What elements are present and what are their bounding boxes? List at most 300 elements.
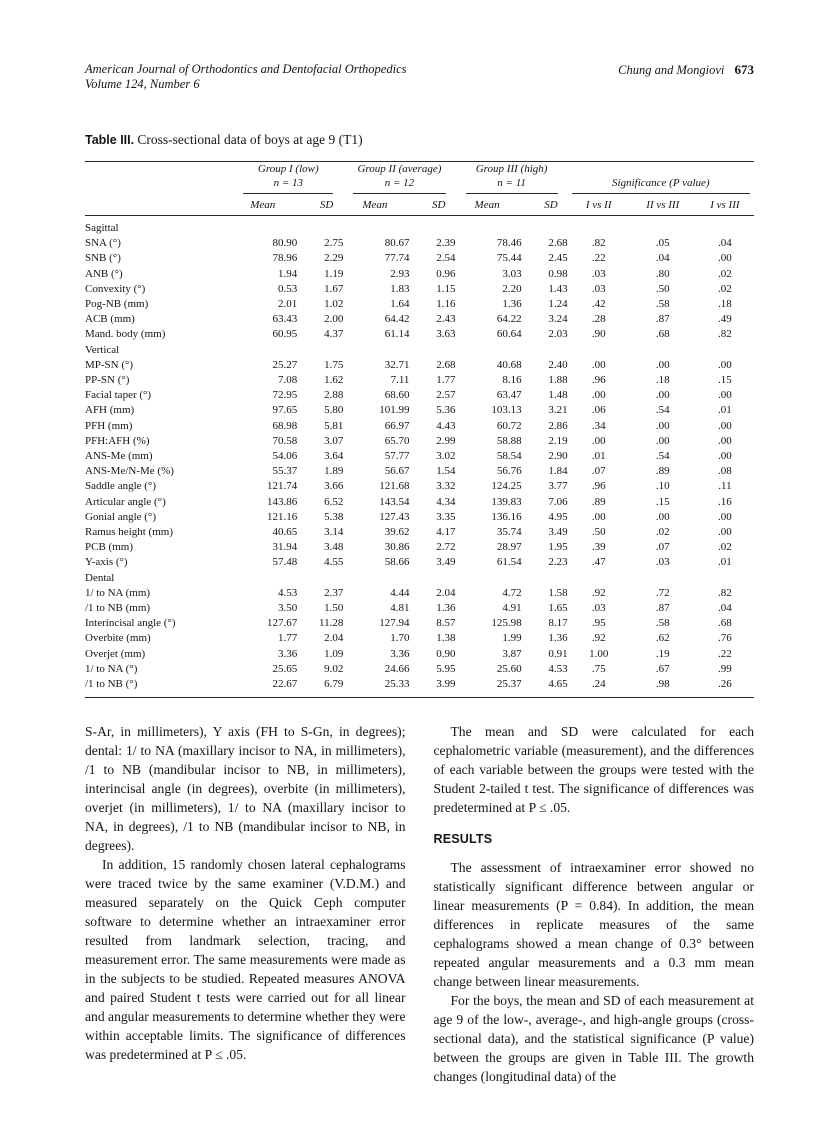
p-value: .15 xyxy=(655,495,670,508)
section-label: Dental xyxy=(85,571,115,584)
col-header-sd: SD xyxy=(522,194,568,216)
p-value: .26 xyxy=(718,678,732,691)
p-value: .96 xyxy=(591,374,606,387)
mean-value: 4.72 xyxy=(502,586,522,599)
mean-value: 8.16 xyxy=(502,374,522,387)
sd-value: 2.54 xyxy=(436,252,456,265)
sd-value: 1.36 xyxy=(548,632,568,645)
row-label: PCB (mm) xyxy=(85,541,133,554)
mean-value: 78.46 xyxy=(496,237,522,250)
p-value: .54 xyxy=(655,450,670,463)
mean-value: 136.16 xyxy=(491,510,522,523)
table-row xyxy=(85,236,754,251)
table-section-row xyxy=(85,571,754,586)
mean-value: 60.64 xyxy=(496,328,522,341)
sd-value: 3.77 xyxy=(548,480,568,493)
col-header-mean: Mean xyxy=(456,194,522,216)
group3-header xyxy=(456,162,568,195)
article-body xyxy=(85,722,754,1086)
sd-value: 4.43 xyxy=(436,419,456,432)
p-value: .42 xyxy=(591,298,606,311)
sd-value: 6.79 xyxy=(324,678,344,691)
mean-value: 1.64 xyxy=(390,298,410,311)
p-value: .02 xyxy=(718,282,732,295)
p-value: .01 xyxy=(718,404,732,417)
mean-value: 68.60 xyxy=(384,389,410,402)
sd-value: 0.96 xyxy=(436,267,456,280)
p-value: .00 xyxy=(591,510,606,523)
sd-value: 1.89 xyxy=(324,465,344,478)
table-section-row xyxy=(85,216,754,237)
sd-value: 1.15 xyxy=(436,282,456,295)
mean-value: 143.54 xyxy=(379,495,410,508)
sd-value: 1.88 xyxy=(548,374,568,387)
mean-value: 1.70 xyxy=(390,632,410,645)
sd-value: 3.63 xyxy=(436,328,456,341)
sd-value: 1.95 xyxy=(548,541,568,554)
col-header-i-vs-iii: I vs III xyxy=(696,194,754,216)
mean-value: 4.53 xyxy=(278,586,298,599)
p-value: .62 xyxy=(655,632,670,645)
col-header-i-vs-ii: I vs II xyxy=(568,194,630,216)
p-value: .01 xyxy=(591,450,606,463)
empty-corner-cell xyxy=(85,194,233,216)
mean-value: 57.77 xyxy=(384,450,410,463)
sd-value: 3.49 xyxy=(548,526,568,539)
mean-value: 127.43 xyxy=(379,510,410,523)
p-value: .00 xyxy=(591,389,606,402)
mean-value: 25.37 xyxy=(496,678,522,691)
p-value: .58 xyxy=(655,298,670,311)
sd-value: 5.36 xyxy=(436,404,456,417)
mean-value: 55.37 xyxy=(272,465,298,478)
row-label: Facial taper (°) xyxy=(85,389,152,402)
table-row xyxy=(85,555,754,570)
p-value: .03 xyxy=(591,282,606,295)
table-row xyxy=(85,479,754,494)
p-value: .58 xyxy=(655,617,670,630)
sd-value: 1.75 xyxy=(324,358,344,371)
row-label: 1/ to NA (mm) xyxy=(85,586,151,599)
table-row xyxy=(85,631,754,646)
sd-value: 3.49 xyxy=(436,556,456,569)
p-value: .22 xyxy=(591,252,606,265)
table-row xyxy=(85,419,754,434)
right-column xyxy=(434,722,755,1086)
mean-value: 3.03 xyxy=(502,267,522,280)
sd-value: 4.34 xyxy=(436,495,456,508)
subheader-row xyxy=(85,194,754,216)
p-value: .03 xyxy=(655,556,670,569)
p-value: .04 xyxy=(718,602,732,615)
table-row xyxy=(85,540,754,555)
p-value: .11 xyxy=(718,480,732,493)
p-value: .89 xyxy=(591,495,606,508)
sd-value: 2.90 xyxy=(548,450,568,463)
p-value: .03 xyxy=(591,267,606,280)
row-label: Ramus height (mm) xyxy=(85,526,173,539)
table-caption xyxy=(85,132,754,148)
p-value: .00 xyxy=(591,358,606,371)
mean-value: 103.13 xyxy=(491,404,522,417)
empty-corner-cell xyxy=(85,162,233,195)
table-row xyxy=(85,403,754,418)
sd-value: 0.98 xyxy=(548,267,568,280)
p-value: .00 xyxy=(718,389,732,402)
mean-value: 124.25 xyxy=(491,480,522,493)
mean-value: 35.74 xyxy=(496,526,522,539)
sd-value: 3.24 xyxy=(548,313,568,326)
table-row xyxy=(85,510,754,525)
data-table xyxy=(85,161,754,698)
sd-value: 3.32 xyxy=(436,480,456,493)
p-value: .76 xyxy=(718,632,732,645)
mean-value: 54.06 xyxy=(272,450,298,463)
group2-n: n = 12 xyxy=(384,177,415,189)
mean-value: 72.95 xyxy=(272,389,298,402)
p-value: .00 xyxy=(655,358,670,371)
sd-value: 1.09 xyxy=(324,647,344,660)
mean-value: 64.22 xyxy=(496,313,522,326)
mean-value: 4.44 xyxy=(390,586,410,599)
row-label: PFH (mm) xyxy=(85,419,133,432)
sd-value: 2.19 xyxy=(548,434,568,447)
row-label: SNA (°) xyxy=(85,237,121,250)
p-value: .15 xyxy=(718,374,732,387)
p-value: .47 xyxy=(591,556,606,569)
p-value: .18 xyxy=(718,298,732,311)
col-header-mean: Mean xyxy=(343,194,409,216)
mean-value: 1.83 xyxy=(390,282,410,295)
row-label: PFH:AFH (%) xyxy=(85,434,150,447)
p-value: .00 xyxy=(718,252,732,265)
sd-value: 1.54 xyxy=(436,465,456,478)
mean-value: 3.36 xyxy=(278,647,298,660)
sd-value: 2.37 xyxy=(324,586,344,599)
p-value: 1.00 xyxy=(589,647,609,660)
p-value: .99 xyxy=(718,662,732,675)
mean-value: 1.99 xyxy=(502,632,522,645)
sd-value: 3.48 xyxy=(324,541,344,554)
sd-value: 2.72 xyxy=(436,541,456,554)
p-value: .05 xyxy=(655,237,670,250)
sd-value: 0.91 xyxy=(548,647,568,660)
p-value: .04 xyxy=(655,252,670,265)
p-value: .72 xyxy=(655,586,670,599)
row-label: Y-axis (°) xyxy=(85,556,128,569)
sd-value: 2.43 xyxy=(436,313,456,326)
mean-value: 7.11 xyxy=(390,374,410,387)
table-row xyxy=(85,647,754,662)
sd-value: 2.68 xyxy=(548,237,568,250)
mean-value: 3.50 xyxy=(278,602,298,615)
page-number: 673 xyxy=(734,62,754,77)
sd-value: 3.21 xyxy=(548,404,568,417)
sd-value: 2.39 xyxy=(436,237,456,250)
section-label: Sagittal xyxy=(85,222,119,234)
row-label: 1/ to NA (°) xyxy=(85,662,138,675)
journal-title: American Journal of Orthodontics and Dentofacial Orthopedics xyxy=(85,62,407,76)
p-value: .96 xyxy=(591,480,606,493)
sd-value: 1.19 xyxy=(324,267,344,280)
table-row xyxy=(85,495,754,510)
mean-value: 2.93 xyxy=(390,267,410,280)
mean-value: 7.08 xyxy=(278,374,298,387)
sd-value: 2.23 xyxy=(548,556,568,569)
row-label: Overbite (mm) xyxy=(85,632,151,645)
p-value: .16 xyxy=(718,495,732,508)
row-label: Convexity (°) xyxy=(85,282,146,295)
p-value: .00 xyxy=(718,510,732,523)
mean-value: 39.62 xyxy=(384,526,410,539)
row-label: Gonial angle (°) xyxy=(85,510,156,523)
results-heading: RESULTS xyxy=(433,832,493,847)
mean-value: 121.68 xyxy=(379,480,410,493)
p-value: .92 xyxy=(591,632,606,645)
table-row xyxy=(85,327,754,342)
p-value: .02 xyxy=(718,267,732,280)
sd-value: 2.86 xyxy=(548,419,568,432)
mean-value: 121.16 xyxy=(267,510,298,523)
p-value: .49 xyxy=(718,313,732,326)
table-caption-label: Table III. xyxy=(85,133,135,147)
mean-value: 65.70 xyxy=(384,434,410,447)
sd-value: 1.36 xyxy=(436,602,456,615)
sd-value: 5.80 xyxy=(324,404,344,417)
left-column xyxy=(85,722,406,1086)
p-value: .87 xyxy=(655,602,670,615)
table-row xyxy=(85,434,754,449)
mean-value: 121.74 xyxy=(267,480,298,493)
mean-value: 3.87 xyxy=(502,647,522,660)
mean-value: 125.98 xyxy=(491,617,522,630)
table-row xyxy=(85,677,754,698)
table-row xyxy=(85,388,754,403)
p-value: .07 xyxy=(591,465,606,478)
row-label: AFH (mm) xyxy=(85,404,135,417)
p-value: .82 xyxy=(718,586,732,599)
mean-value: 25.60 xyxy=(496,662,522,675)
p-value: .00 xyxy=(718,419,732,432)
mean-value: 25.33 xyxy=(384,678,410,691)
mean-value: 1.77 xyxy=(278,632,298,645)
p-value: .02 xyxy=(655,526,670,539)
p-value: .82 xyxy=(718,328,732,341)
sd-value: 3.99 xyxy=(436,678,456,691)
group1-n: n = 13 xyxy=(273,177,303,189)
sd-value: 2.99 xyxy=(436,434,456,447)
table-row xyxy=(85,373,754,388)
table-row xyxy=(85,358,754,373)
group3-n: n = 11 xyxy=(497,177,526,189)
p-value: .07 xyxy=(655,541,670,554)
sd-value: 2.04 xyxy=(436,586,456,599)
p-value: .98 xyxy=(655,678,670,691)
mean-value: 31.94 xyxy=(272,541,298,554)
mean-value: 61.14 xyxy=(384,328,410,341)
significance-header: Significance (P value) xyxy=(568,162,754,195)
row-label: Overjet (mm) xyxy=(85,647,146,660)
mean-value: 75.44 xyxy=(496,252,522,265)
sd-value: 6.52 xyxy=(324,495,344,508)
table-row xyxy=(85,601,754,616)
p-value: .28 xyxy=(591,313,606,326)
p-value: .00 xyxy=(718,358,732,371)
mean-value: 60.72 xyxy=(496,419,522,432)
sd-value: 4.53 xyxy=(548,662,568,675)
row-label: SNB (°) xyxy=(85,252,121,265)
mean-value: 78.96 xyxy=(272,252,298,265)
table-row xyxy=(85,616,754,631)
sd-value: 3.64 xyxy=(324,450,344,463)
group3-title: Group III (high) xyxy=(475,163,548,175)
mean-value: 25.65 xyxy=(272,662,298,675)
sd-value: 0.90 xyxy=(436,647,456,660)
table-section-row xyxy=(85,343,754,358)
mean-value: 32.71 xyxy=(384,358,410,371)
mean-value: 77.74 xyxy=(384,252,410,265)
sd-value: 4.17 xyxy=(436,526,456,539)
sd-value: 1.67 xyxy=(324,282,344,295)
mean-value: 58.66 xyxy=(384,556,410,569)
mean-value: 66.97 xyxy=(384,419,410,432)
sd-value: 5.38 xyxy=(324,510,344,523)
table-row xyxy=(85,267,754,282)
p-value: .08 xyxy=(718,465,732,478)
p-value: .92 xyxy=(591,586,606,599)
col-header-ii-vs-iii: II vs III xyxy=(630,194,696,216)
p-value: .90 xyxy=(591,328,606,341)
p-value: .18 xyxy=(655,374,670,387)
col-header-mean: Mean xyxy=(233,194,297,216)
p-value: .34 xyxy=(591,419,606,432)
row-label: ANS-Me (mm) xyxy=(85,450,153,463)
p-value: .68 xyxy=(655,328,670,341)
row-label: /1 to NB (°) xyxy=(85,678,138,691)
table-row xyxy=(85,282,754,297)
p-value: .00 xyxy=(718,526,732,539)
sd-value: 5.95 xyxy=(436,662,456,675)
sd-value: 1.84 xyxy=(548,465,568,478)
sd-value: 2.29 xyxy=(324,252,344,265)
p-value: .75 xyxy=(591,662,606,675)
p-value: .00 xyxy=(655,389,670,402)
mean-value: 127.94 xyxy=(379,617,410,630)
group2-title: Group II (average) xyxy=(357,163,442,175)
p-value: .00 xyxy=(718,450,732,463)
sd-value: 8.17 xyxy=(548,617,568,630)
row-label: Interincisal angle (°) xyxy=(85,617,176,630)
mean-value: 127.67 xyxy=(267,617,298,630)
mean-value: 101.99 xyxy=(379,404,410,417)
p-value: .80 xyxy=(655,267,670,280)
sd-value: 2.40 xyxy=(548,358,568,371)
p-value: .89 xyxy=(655,465,670,478)
mean-value: 139.83 xyxy=(491,495,522,508)
sd-value: 4.37 xyxy=(324,328,344,341)
row-label: Pog-NB (mm) xyxy=(85,298,149,311)
running-head-left xyxy=(85,62,407,92)
sd-value: 1.38 xyxy=(436,632,456,645)
sd-value: 2.04 xyxy=(324,632,344,645)
table-row xyxy=(85,312,754,327)
p-value: .39 xyxy=(591,541,606,554)
sd-value: 1.58 xyxy=(548,586,568,599)
row-label: /1 to NB (mm) xyxy=(85,602,151,615)
paragraph: For the boys, the mean and SD of each measurement at age 9 of the low-, average-, and high-angle groups (cross-sectional data), and the statistical significance (P value) between the groups are given in Table III. The growth changes (longitudinal data) of the xyxy=(433,993,754,1085)
sd-value: 1.43 xyxy=(548,282,568,295)
sd-value: 4.55 xyxy=(324,556,344,569)
sd-value: 2.68 xyxy=(436,358,456,371)
mean-value: 58.88 xyxy=(496,434,522,447)
p-value: .00 xyxy=(655,434,670,447)
p-value: .10 xyxy=(655,480,670,493)
p-value: .03 xyxy=(591,602,606,615)
p-value: .95 xyxy=(591,617,606,630)
paragraph: S-Ar, in millimeters), Y axis (FH to S-Gn, in degrees); dental: 1/ to NA (maxillary incisor to NA, in millimeters), /1 to NB (mandibular incisor to NB, in millimeters), interincisal angle (in degrees), overbite (in millimeters), overjet (in millimeters), 1/ to NA (maxillary incisor to NA, in degrees), /1 to NB (mandibular incisor to NB, in degrees). xyxy=(85,724,406,854)
group1-header xyxy=(233,162,343,195)
mean-value: 28.97 xyxy=(496,541,522,554)
p-value: .50 xyxy=(655,282,670,295)
sd-value: 3.07 xyxy=(324,434,344,447)
group1-title: Group I (low) xyxy=(257,163,319,175)
group-header-row xyxy=(85,162,754,195)
row-label: Saddle angle (°) xyxy=(85,480,156,493)
mean-value: 2.01 xyxy=(278,298,298,311)
group2-header xyxy=(343,162,455,195)
table-caption-text: Cross-sectional data of boys at age 9 (T1) xyxy=(137,132,363,147)
sd-value: 2.45 xyxy=(548,252,568,265)
p-value: .00 xyxy=(718,434,732,447)
table-row xyxy=(85,251,754,266)
table-iii-block xyxy=(85,132,754,698)
mean-value: 3.36 xyxy=(390,647,410,660)
row-label: ANB (°) xyxy=(85,267,123,280)
sd-value: 1.48 xyxy=(548,389,568,402)
row-label: Articular angle (°) xyxy=(85,495,166,508)
mean-value: 68.98 xyxy=(272,419,298,432)
sd-value: 1.16 xyxy=(436,298,456,311)
p-value: .00 xyxy=(655,510,670,523)
mean-value: 80.67 xyxy=(384,237,410,250)
section-label: Vertical xyxy=(85,343,120,356)
mean-value: 24.66 xyxy=(384,662,410,675)
sd-value: 4.95 xyxy=(548,510,568,523)
running-head-right xyxy=(618,62,754,78)
table-row xyxy=(85,662,754,677)
journal-volume: Volume 124, Number 6 xyxy=(85,77,200,91)
mean-value: 4.81 xyxy=(390,602,410,615)
table-row xyxy=(85,586,754,601)
p-value: .67 xyxy=(655,662,670,675)
p-value: .24 xyxy=(591,678,606,691)
mean-value: 64.42 xyxy=(384,313,410,326)
paragraph: The assessment of intraexaminer error showed no statistically significant difference between angular or linear measurements (P = 0.84). In addition, the mean differences in replicate measures of the same cephalograms showed a mean change of 0.3° between repeated angular measurements and a 0.3 mm mean change between linear measurements. xyxy=(433,860,754,990)
sd-value: 2.00 xyxy=(324,313,344,326)
p-value: .87 xyxy=(655,313,670,326)
table-row xyxy=(85,297,754,312)
col-header-sd: SD xyxy=(409,194,455,216)
mean-value: 63.43 xyxy=(272,313,298,326)
mean-value: 1.94 xyxy=(278,267,298,280)
sd-value: 1.65 xyxy=(548,602,568,615)
row-label: ANS-Me/N-Me (%) xyxy=(85,465,174,478)
paragraph: In addition, 15 randomly chosen lateral cephalograms were traced twice by the same examiner (V.D.M.) and measured separately on the Quick Ceph computer software to determine whether an intraexaminer error resulted from landmark selection, tracing, and measurement error. The same measurements were made as in the subjects to be studied. Repeated measures ANOVA and paired Student t tests were carried out for all linear and angular measurements to determine whether they were within acceptable limits. The significance of differences was predetermined at P ≤ .05. xyxy=(85,857,406,1063)
mean-value: 61.54 xyxy=(496,556,522,569)
table-row xyxy=(85,449,754,464)
sd-value: 7.06 xyxy=(548,495,568,508)
p-value: .04 xyxy=(718,237,732,250)
